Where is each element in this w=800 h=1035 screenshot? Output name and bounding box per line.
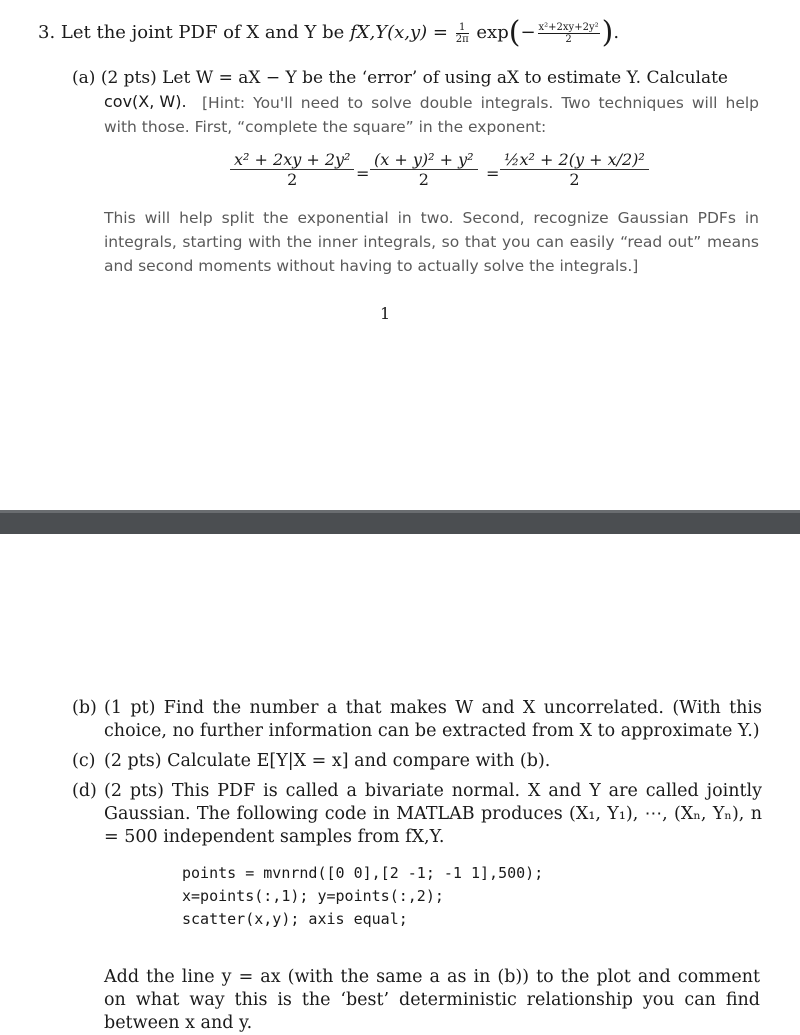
pdf-exponent: $\frac{\text{x²+2xy+2y²}}{2}$ xyxy=(538,21,599,45)
page-separator xyxy=(0,510,800,534)
equals-sign-1: = xyxy=(356,164,370,183)
equation-left: x² + 2xy + 2y² 2 xyxy=(230,150,354,189)
left-paren: ( xyxy=(508,15,521,50)
page-number: 1 xyxy=(380,304,391,323)
matlab-code-line-3: scatter(x,y); axis equal; xyxy=(182,910,408,928)
part-b xyxy=(72,697,762,743)
matlab-code-line-2: x=points(:,1); y=points(:,2); xyxy=(182,887,444,905)
hint-text-2: This will help split the exponential in two. Second, recognize Gaussian PDFs in integrals, starting with the inner integrals, so that you can easily “read out” means and second moments without having to actually solve the integrals.] xyxy=(104,209,759,275)
problem-number: 3. xyxy=(38,22,56,43)
part-d xyxy=(72,780,762,849)
part-a xyxy=(72,66,760,90)
document-page-2 xyxy=(0,534,800,1024)
part-a-label: (a) xyxy=(72,68,96,88)
part-d-label: (d) xyxy=(72,781,97,801)
pdf-lhs: fX,Y(x,y) = xyxy=(350,22,448,43)
problem-statement: 3. Let the joint PDF of X and Y be fX,Y(x,y) = $\frac{1}{2\pi}$ exp(− $\frac{\text{x²+2xy+2y²}}{2}$ ). xyxy=(38,15,620,50)
right-paren: ) xyxy=(601,15,614,50)
part-b-label: (b) xyxy=(72,698,97,718)
part-a-text-1: (2 pts) Let W = aX − Y be the ‘error’ of using aX to estimate Y. Calculate xyxy=(100,68,728,88)
part-b-text: (1 pt) Find the number a that makes W and X uncorrelated. (With this choice, no further information can be extracted from X to approximate Y.) xyxy=(104,698,762,741)
part-d-text-1: (2 pts) This PDF is called a bivariate normal. X and Y are called jointly Gaussian. The following code in MATLAB produces (X₁, Y₁), ⋯, (Xₙ, Yₙ), n = 500 independent samples from fX,Y. xyxy=(104,781,762,847)
part-a-text-2: cov(X, W). xyxy=(104,92,187,111)
problem-intro: Let the joint PDF of X and Y be xyxy=(60,22,345,43)
part-c-label: (c) xyxy=(72,751,96,771)
equals-sign-2: = xyxy=(486,164,500,183)
part-c-text: (2 pts) Calculate E[Y|X = x] and compare with (b). xyxy=(104,751,551,771)
hint-text-1: [Hint: You'll need to solve double integrals. Two techniques will help with those. First, “complete the square” in the exponent: xyxy=(104,94,759,136)
part-d-text-2: Add the line y = ax (with the same a as in (b)) to the plot and comment on what way this is the ‘best’ deterministic relationship you can find between x and y. xyxy=(104,967,760,1033)
equation-right: ½x² + 2(y + x/2)² 2 xyxy=(500,150,649,189)
matlab-code-line-1: points = mvnrnd([0 0],[2 -1; -1 1],500); xyxy=(182,864,544,882)
equation-middle: (x + y)² + y² 2 xyxy=(370,150,478,189)
complete-square-equation xyxy=(230,150,650,200)
pdf-coefficient: $\frac{1}{2\pi}$ xyxy=(455,21,469,45)
document-page-1 xyxy=(0,0,800,510)
exp-function: exp xyxy=(476,22,509,43)
part-c xyxy=(72,750,762,773)
